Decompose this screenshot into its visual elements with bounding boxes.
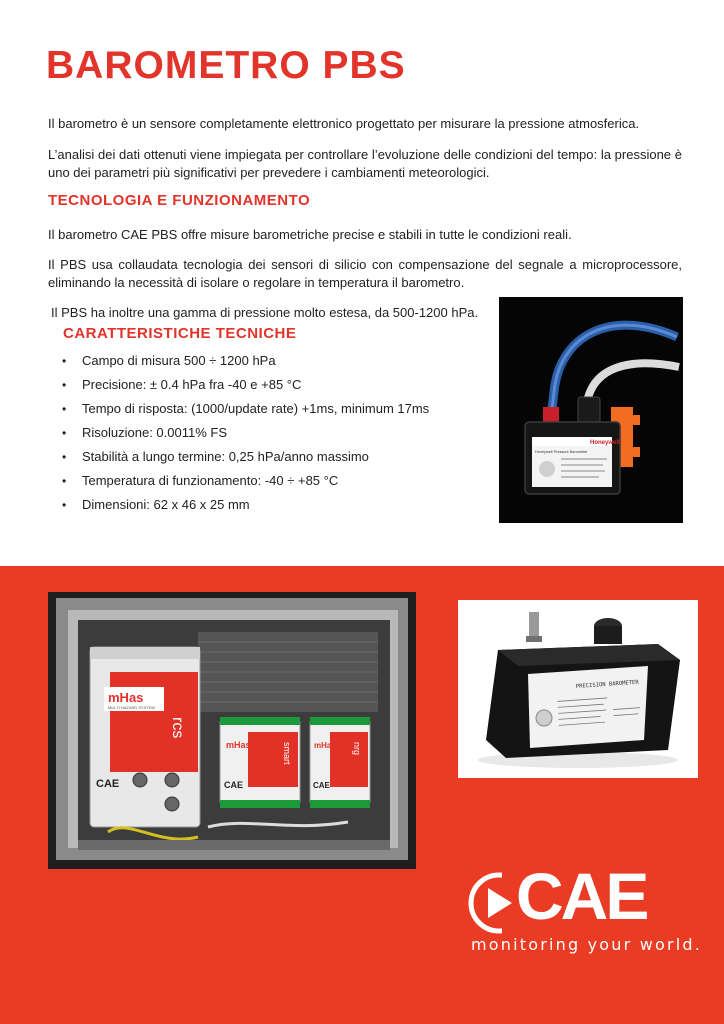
bullet-icon: • (62, 450, 67, 464)
honeywell-barometer-photo (499, 297, 683, 523)
cae-tagline: monitoring your world. (471, 935, 703, 954)
honeywell-brand-text: Honeywell (590, 440, 620, 446)
list-item (62, 377, 429, 401)
smart-name-text: smart (282, 742, 292, 765)
list-item (62, 401, 429, 425)
tecnologia-paragraph-1: Il barometro CAE PBS offre misure barometriche precise e stabili in tutte le condizioni reali. (48, 227, 572, 242)
tecnologia-paragraph-3: Il PBS ha inoltre una gamma di pressione molto estesa, da 500-1200 hPa. (51, 305, 479, 320)
precision-barometer-image (458, 600, 698, 778)
list-item (62, 353, 429, 377)
bullet-icon: • (62, 474, 67, 488)
cae-logo-text: CAE (516, 859, 647, 933)
spec-text: Stabilità a lungo termine: 0,25 hPa/anno massimo (82, 449, 369, 464)
bullet-icon: • (62, 402, 67, 416)
tecnologia-paragraph-2: Il PBS usa collaudata tecnologia dei sensori di silicio con compensazione del segnale a microprocessore, eliminando la necessità di isolare o regolare in temperatura il barometro. (48, 257, 682, 290)
smart-brand-text: mHas (226, 740, 251, 750)
section-heading-tecnologia: TECNOLOGIA E FUNZIONAMENTO (48, 192, 311, 209)
spec-text: Precisione: ± 0.4 hPa fra -40 e +85 °C (82, 377, 302, 392)
section-heading-caratteristiche: CARATTERISTICHE TECNICHE (63, 325, 297, 342)
spec-text: Campo di misura 500 ÷ 1200 hPa (82, 353, 276, 368)
rcs-cae-text: CAE (96, 778, 120, 790)
bullet-icon: • (62, 354, 67, 368)
honeywell-label-text: Honeywell Pressure Barometer (535, 450, 588, 454)
rcs-sub-text: MULTI HAZARD SYSTEM (108, 705, 155, 710)
bullet-icon: • (62, 378, 67, 392)
intro-paragraph-2: L’analisi dei dati ottenuti viene impiegata per controllare l’evoluzione delle condizioni del tempo: la pressione è uno dei parametri più significativi per prevedere i cambiamenti meteorologici. (48, 147, 682, 180)
spec-text: Risoluzione: 0.0011% FS (82, 425, 228, 440)
list-item (62, 425, 429, 449)
spec-text: Temperatura di funzionamento: -40 ÷ +85 °C (82, 473, 339, 488)
list-item (62, 473, 429, 497)
bullet-icon: • (62, 426, 67, 440)
nrg-cae-text: CAE (313, 781, 330, 790)
cabinet-photo (48, 592, 416, 869)
smart-cae-text: CAE (224, 780, 244, 790)
nrg-name-text: nrg (352, 742, 362, 756)
cabinet-image (48, 592, 416, 869)
barometer-label-text: PRECISION BAROMETER (575, 679, 639, 690)
specs-list (62, 353, 429, 521)
nrg-brand-text: mHas (314, 741, 336, 750)
spec-text: Dimensioni: 62 x 46 x 25 mm (82, 497, 250, 512)
precision-barometer-photo (458, 600, 698, 778)
list-item (62, 449, 429, 473)
intro-paragraph-1: Il barometro è un sensore completamente elettronico progettato per misurare la pressione atmosferica. (48, 116, 640, 131)
page-title: BAROMETRO PBS (46, 44, 406, 87)
bullet-icon: • (62, 498, 67, 512)
spec-text: Tempo di risposta: (1000/update rate) +1ms, minimum 17ms (82, 401, 430, 416)
list-item (62, 497, 429, 521)
honeywell-barometer-image (499, 297, 683, 523)
rcs-brand-text: mHas (108, 690, 144, 705)
rcs-name-text: rcs (169, 717, 186, 739)
